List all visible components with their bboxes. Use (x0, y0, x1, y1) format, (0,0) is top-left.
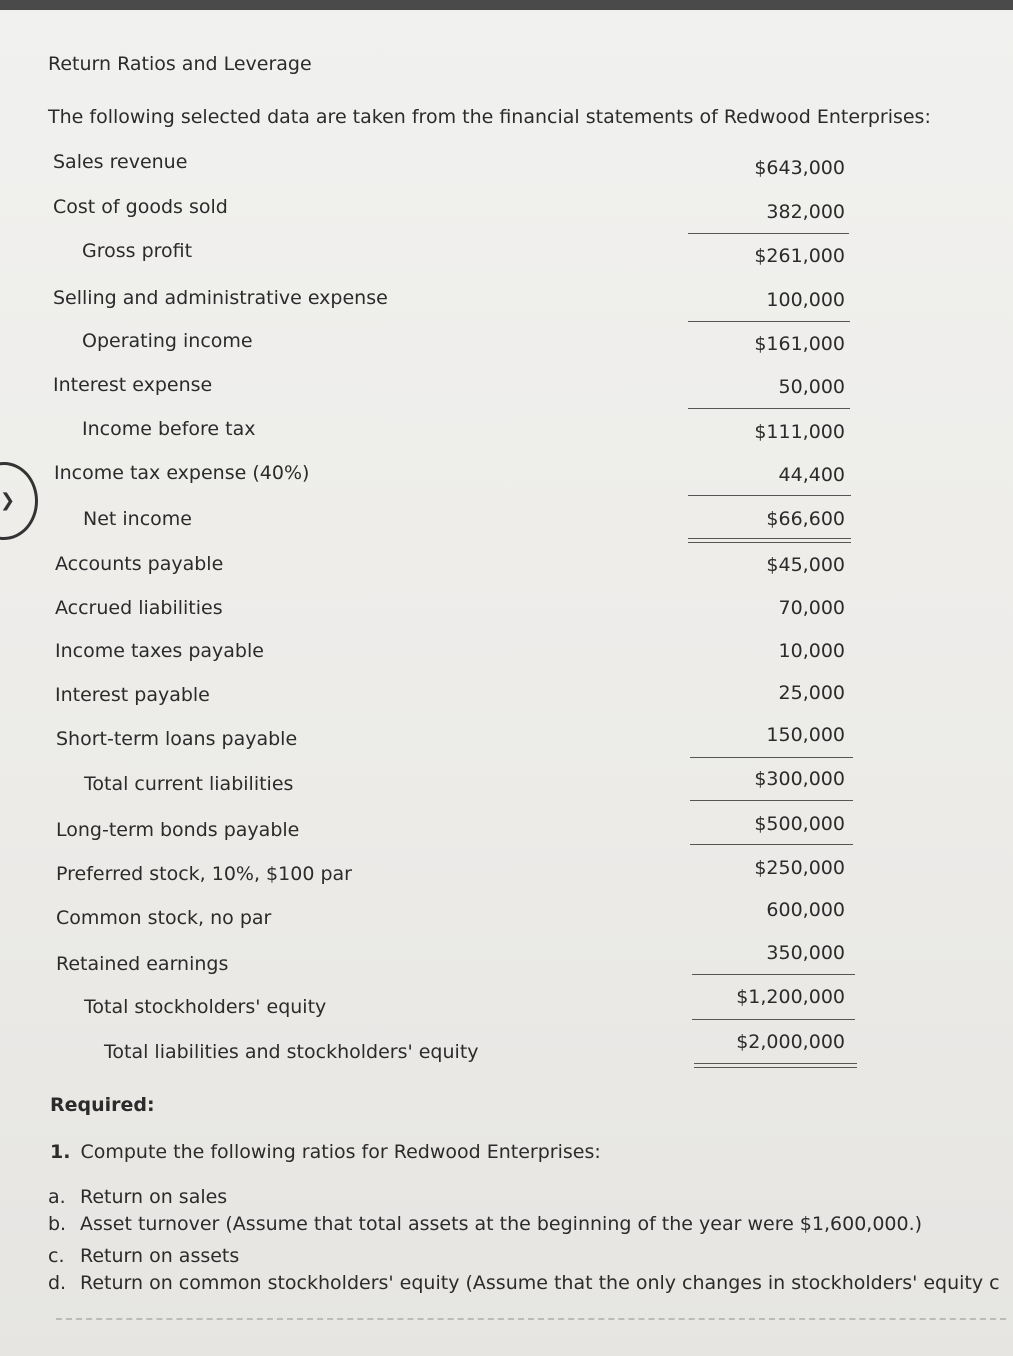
table-row (0, 240, 1013, 270)
table-row (0, 462, 1013, 492)
row-label: Total stockholders' equity (84, 996, 327, 1018)
table-row (0, 597, 1013, 627)
row-label: Total liabilities and stockholders' equity (104, 1041, 479, 1063)
required-question (50, 1141, 601, 1163)
row-amount: $1,200,000 (736, 986, 845, 1008)
table-row (0, 418, 1013, 448)
row-amount: 100,000 (766, 289, 845, 311)
item-letter: b. (48, 1213, 67, 1235)
row-label: Common stock, no par (56, 907, 272, 929)
item-letter: a. (48, 1186, 66, 1208)
row-amount: $2,000,000 (736, 1031, 845, 1053)
row-label: Operating income (82, 330, 253, 352)
list-item (48, 1272, 1000, 1294)
total-double-rule (694, 1063, 857, 1068)
row-amount: 50,000 (778, 376, 845, 398)
row-amount: $111,000 (754, 421, 845, 443)
subtotal-rule (688, 495, 851, 496)
subtotal-rule (692, 1019, 855, 1020)
table-row (0, 986, 1013, 1026)
row-amount: $500,000 (754, 813, 845, 835)
subtotal-rule (688, 233, 849, 234)
row-amount: $261,000 (754, 245, 845, 267)
table-row (0, 724, 1013, 758)
row-amount: 25,000 (778, 682, 845, 704)
row-amount: $250,000 (754, 857, 845, 879)
row-amount: $45,000 (766, 554, 845, 576)
table-row (0, 196, 1013, 226)
intro-text: The following selected data are taken from the financial statements of Redwood Enterprises: (48, 106, 931, 128)
subtotal-rule (690, 757, 853, 758)
chevron-right-icon: ❯ (0, 490, 16, 511)
row-label: Short-term loans payable (56, 728, 298, 750)
row-label: Gross profit (82, 240, 193, 262)
table-row (0, 640, 1013, 670)
page-title: Return Ratios and Leverage (48, 53, 312, 75)
table-row (0, 684, 1013, 714)
subtotal-rule (690, 800, 853, 801)
required-heading: Required: (50, 1094, 155, 1116)
row-label: Interest expense (53, 374, 213, 396)
row-label: Long-term bonds payable (56, 819, 300, 841)
row-amount: 600,000 (766, 899, 845, 921)
row-label: Income taxes payable (55, 640, 264, 662)
table-row (0, 151, 1013, 181)
question-text: Compute the following ratios for Redwood Enterprises: (80, 1141, 601, 1163)
row-label: Total current liabilities (84, 773, 294, 795)
row-label: Selling and administrative expense (53, 287, 388, 309)
list-item (48, 1245, 239, 1267)
item-letter: c. (48, 1245, 65, 1267)
total-double-rule (688, 538, 851, 543)
row-amount: 10,000 (778, 640, 845, 662)
table-row (0, 899, 1013, 937)
subtotal-rule (690, 844, 853, 845)
table-row (0, 553, 1013, 583)
row-amount: 382,000 (766, 201, 845, 223)
table-row (0, 942, 1013, 983)
item-text: Return on assets (80, 1245, 240, 1267)
item-letter: d. (48, 1272, 67, 1294)
row-label: Retained earnings (56, 953, 229, 975)
row-label: Net income (83, 508, 192, 530)
row-label: Income tax expense (40%) (54, 462, 310, 484)
table-row (0, 330, 1013, 360)
item-text: Asset turnover (Assume that total assets at the beginning of the year were $1,600,000.) (80, 1213, 923, 1235)
table-row (0, 768, 1013, 803)
table-row (0, 813, 1013, 849)
subtotal-rule (688, 408, 850, 409)
table-row (0, 1031, 1013, 1071)
top-edge (0, 0, 1013, 10)
table-row (0, 857, 1013, 893)
list-item (48, 1186, 227, 1208)
row-amount: 150,000 (766, 724, 845, 746)
row-label: Income before tax (82, 418, 256, 440)
row-amount: $300,000 (754, 768, 845, 790)
row-label: Preferred stock, 10%, $100 par (56, 863, 352, 885)
subtotal-rule (692, 974, 855, 975)
list-item (48, 1213, 922, 1235)
table-row (0, 287, 1013, 317)
row-label: Sales revenue (53, 151, 188, 173)
row-label: Interest payable (55, 684, 210, 706)
item-text: Return on common stockholders' equity (Assume that the only changes in stockholders' equity c (80, 1272, 1000, 1294)
row-label: Accrued liabilities (55, 597, 223, 619)
row-amount: $161,000 (754, 333, 845, 355)
cut-off-text-line (56, 1318, 1006, 1328)
table-row (0, 374, 1013, 404)
subtotal-rule (688, 321, 850, 322)
row-label: Accounts payable (55, 553, 224, 575)
row-amount: $643,000 (754, 157, 845, 179)
table-row (0, 508, 1013, 538)
row-label: Cost of goods sold (53, 196, 228, 218)
row-amount: 70,000 (778, 597, 845, 619)
row-amount: $66,600 (766, 508, 845, 530)
item-text: Return on sales (80, 1186, 228, 1208)
row-amount: 44,400 (778, 464, 845, 486)
question-number: 1. (50, 1141, 71, 1163)
row-amount: 350,000 (766, 942, 845, 964)
